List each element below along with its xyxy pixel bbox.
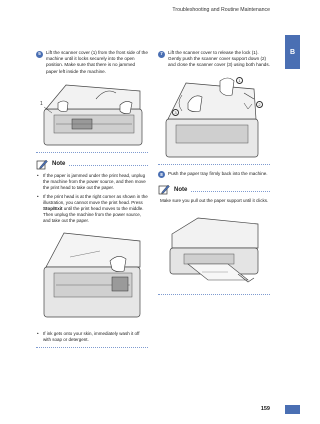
note-divider <box>69 165 148 166</box>
step-5 <box>36 50 148 75</box>
note-divider <box>191 191 270 192</box>
step-8-text: Push the paper tray firmly back into the machine. <box>168 170 268 176</box>
note-heading <box>36 159 148 170</box>
figure-close-scanner-cover <box>158 73 270 165</box>
page-number: 159 <box>260 406 270 412</box>
note-title: Note <box>52 161 66 168</box>
note-bullet <box>36 194 148 224</box>
right-column <box>158 50 270 295</box>
note-pencil-icon <box>36 159 48 170</box>
figure-callout-2: 2 <box>256 101 263 108</box>
note-end-divider <box>36 347 148 348</box>
step-8 <box>158 171 270 179</box>
figure-open-scanner-cover <box>36 79 148 153</box>
note-bullet: • If ink gets onto your skin, immediately wash it off with soap or detergent. <box>36 331 148 343</box>
print-head-illustration <box>40 227 144 323</box>
note-bullet-list <box>36 173 148 225</box>
note-end-divider <box>158 294 270 295</box>
step-number-badge: 5 <box>36 51 43 58</box>
step-number-badge: 8 <box>158 171 165 178</box>
chapter-tab: B <box>285 35 300 69</box>
note-bullet-text: If the print head is at the right corner as shown in the illustration, you cannot move the print head. Press <box>43 193 148 205</box>
step-7-text: Lift the scanner cover to release the lock (1). Gently push the scanner cover support down (2) and close the scanner cover (3) using both hands. <box>168 50 270 68</box>
note-heading <box>158 184 270 195</box>
step-number-badge: 7 <box>158 51 165 58</box>
note-bullet-text: until the print head moves to the middle. Then unplug the machine from the power source, and take out the paper. <box>43 206 144 224</box>
note-bullet: • If the paper is jammed under the print head, unplug the machine from the power source, and then move the print head to take out the paper. <box>36 173 148 191</box>
figure-callout-3: 3 <box>172 109 179 116</box>
note-bullet-list-2 <box>36 331 148 343</box>
figure-callout-1: 1 <box>40 100 43 107</box>
page-number-bar <box>285 405 300 414</box>
figure-paper-tray <box>158 208 270 290</box>
scanner-open-illustration <box>36 79 148 151</box>
step-7 <box>158 50 270 69</box>
figure-callout-1: 1 <box>236 77 243 84</box>
left-column <box>36 50 148 348</box>
figure-print-head <box>40 227 148 327</box>
header-title: Troubleshooting and Routine Maintenance <box>172 7 270 13</box>
stop-exit-key-label: Stop/Exit <box>43 206 63 212</box>
note-pencil-icon <box>158 184 170 195</box>
note-title: Note <box>174 186 188 193</box>
note-text: Make sure you pull out the paper support until it clicks. <box>160 198 269 204</box>
step-5-text: Lift the scanner cover (1) from the front side of the machine until it locks securely into the open position. Make sure that there is no jammed paper left inside the machine. <box>46 50 148 74</box>
scanner-close-illustration <box>158 73 270 163</box>
paper-tray-illustration <box>158 208 270 288</box>
